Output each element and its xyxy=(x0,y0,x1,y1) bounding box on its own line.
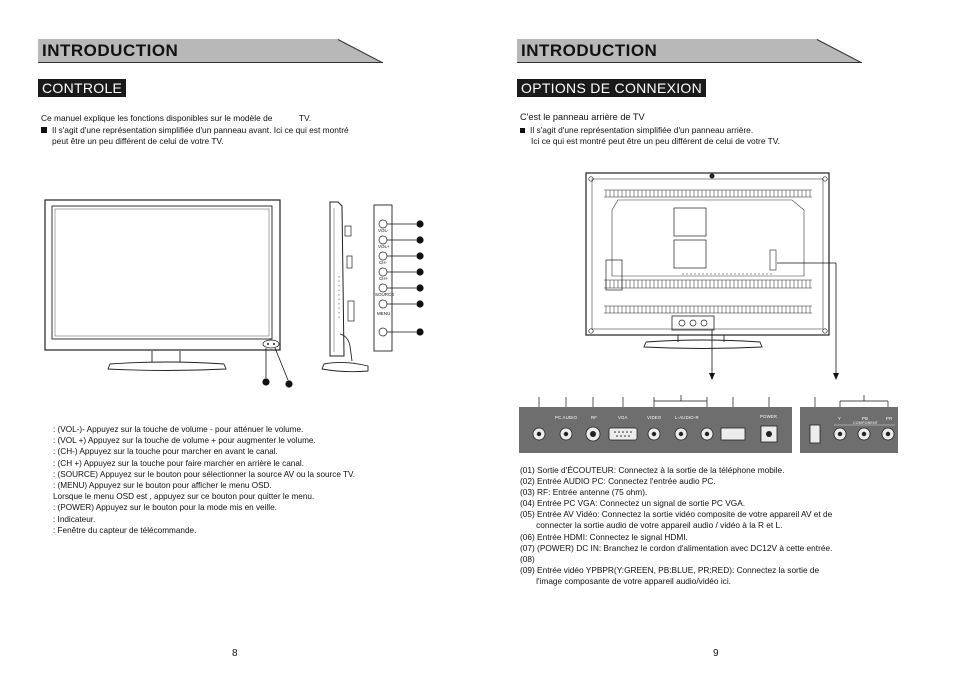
note-line-2: peut être un peu différent de celui de votre TV. xyxy=(52,135,224,146)
label-vol-plus: VOL+ xyxy=(378,244,390,249)
desc-vol-minus: : (VOL-)- Appuyez sur la touche de volume - pour atténuer le volume. xyxy=(53,425,304,434)
desc-04: (04) Entrée PC VGA: Connectez un signal de sortie PC VGA. xyxy=(520,498,746,509)
port-label-power: POWER xyxy=(760,414,778,419)
banner-right xyxy=(517,39,862,63)
desc-08: (08) xyxy=(520,553,535,564)
bullet-icon xyxy=(41,127,47,133)
desc-ch-minus: : (CH-) Appuyez sur la touche pour marcher en avant le canal. xyxy=(53,447,278,457)
menu-button-shape xyxy=(379,300,387,308)
page-number-left: 8 xyxy=(232,648,238,659)
banner-left xyxy=(38,39,383,63)
port-label-pr: PR xyxy=(886,416,893,421)
note-line-1: Il s'agit d'une représentation simplifiée d'un panneau avant. Ici ce qui est montré xyxy=(52,125,349,135)
control-descriptions xyxy=(53,424,355,536)
label-ch-plus: CH+ xyxy=(379,276,389,281)
intro-line: Ce manuel explique les fonctions disponibles sur le modèle de xyxy=(41,113,273,123)
desc-03: (03) RF: Entrée antenne (75 ohm). xyxy=(520,487,648,498)
banner-left-title: INTRODUCTION xyxy=(42,41,179,60)
desc-vol-plus: : (VOL +) Appuyez sur la touche de volume + pour augmenter le volume. xyxy=(53,436,316,446)
desc-ch-plus: : (CH +) Appuyez sur la touche pour faire marcher en arrière le canal. xyxy=(53,458,304,468)
connector-panels xyxy=(519,395,899,455)
desc-05: (05) Entrée AV Vidéo: Connectez la sortie vidéo composite de votre appareil AV et de xyxy=(520,509,833,520)
port-label-vga: VGA xyxy=(618,415,628,420)
desc-menu-cont: Lorsque le menu OSD est , appuyez sur ce bouton pour quitter le menu. xyxy=(53,492,315,502)
bullet-icon xyxy=(520,128,525,133)
desc-01: (01) Sortie d'ÉCOUTEUR: Connectez à la sortie de la téléphone mobile. xyxy=(520,465,785,475)
note-left xyxy=(41,125,349,146)
desc-menu: : (MENU) Appuyez sur le bouton pour afficher le menu OSD. xyxy=(53,481,272,491)
label-menu: MENU xyxy=(377,311,391,316)
desc-02: (02) Entrée AUDIO PC: Connectez l'entrée audio PC. xyxy=(520,476,716,487)
desc-07: (07) (POWER) DC IN: Branchez le cordon d'alimentation avec DC12V à cette entrée. xyxy=(520,542,833,553)
desc-06: (06) Entrée HDMI: Connectez le signal HDMI. xyxy=(520,531,688,542)
note-right xyxy=(520,125,780,146)
power-button-shape xyxy=(379,328,387,336)
tv-front-illustration xyxy=(44,196,296,394)
intro-line-right: C'est le panneau arrière de TV xyxy=(520,112,645,122)
banner-right-title: INTRODUCTION xyxy=(521,41,658,60)
ch-minus-button-shape xyxy=(379,252,387,260)
page-number-right: 9 xyxy=(713,648,719,659)
section-title-options: OPTIONS DE CONNEXION xyxy=(517,79,706,97)
connection-descriptions xyxy=(520,465,832,587)
right-page xyxy=(477,0,954,674)
port-label-rf: RF xyxy=(591,415,598,420)
note-right-line-1: Il s'agit d'une représentation simplifiée d'un panneau arrière. xyxy=(530,125,754,135)
desc-sensor: : Fenêtre du capteur de télécommande. xyxy=(53,525,197,535)
vol-plus-button-shape xyxy=(379,236,387,244)
label-source: SOURCE xyxy=(375,292,395,297)
desc-source: : (SOURCE) Appuyez sur le bouton pour sélectionner la source AV ou la source TV. xyxy=(53,469,356,479)
port-label-y: Y xyxy=(838,416,842,421)
label-vol-minus: VOL- xyxy=(378,228,389,233)
ch-plus-button-shape xyxy=(379,268,387,276)
desc-09: (09) Entrée vidéo YPBPR(Y:GREEN, PB:BLUE, PR:RED): Connectez la sortie de xyxy=(520,564,820,575)
sensor-callout-dot xyxy=(285,380,292,387)
port-label-pb: PB xyxy=(862,416,869,421)
source-button-shape xyxy=(379,284,387,292)
port-label-video: VIDEO xyxy=(647,415,662,420)
desc-indicator: : Indicateur. xyxy=(53,514,96,524)
label-ch-minus: CH- xyxy=(379,260,387,265)
desc-power: : (POWER) Appuyez sur le bouton pour la mode mis en veille. xyxy=(53,503,277,513)
intro-model-suffix: TV. xyxy=(298,113,312,123)
desc-09-cont: l'image composante de votre appareil audio/vidéo ici. xyxy=(520,575,731,586)
intro-text-left xyxy=(41,113,311,124)
indicator-callout-dot xyxy=(262,378,269,385)
tv-rear-illustration xyxy=(582,170,842,385)
note-right-line-2: Ici ce qui est montré peut être un peu différent de celui de votre TV. xyxy=(531,135,780,146)
vga-port xyxy=(609,428,637,440)
port-label-audio: L-AUDIO-R xyxy=(675,415,699,420)
hdmi-port xyxy=(721,428,745,440)
port-label-pc-audio: PC AUDIO xyxy=(555,415,578,420)
usb-port xyxy=(810,425,820,443)
section-title-controle: CONTROLE xyxy=(38,79,126,97)
tv-side-illustration xyxy=(310,196,376,378)
desc-05-cont: connecter la sortie audio de votre appareil audio / vidéo à la R et L. xyxy=(520,520,783,531)
vol-minus-button-shape xyxy=(379,220,387,228)
port-label-component: COMPONENT xyxy=(853,421,879,425)
